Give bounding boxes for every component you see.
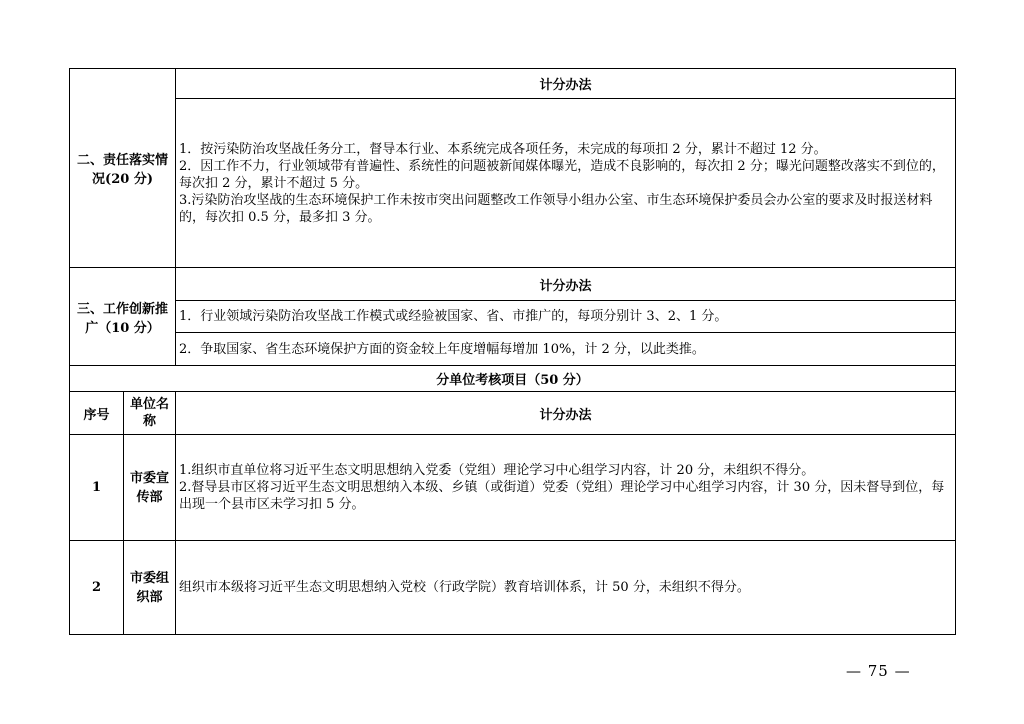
page-number: — 75 — [846,662,911,680]
table-row [70,541,956,635]
responsibility-method-header: 计分办法 [176,69,956,99]
responsibility-rules [176,99,956,268]
innovation-header-row [70,268,956,301]
rule-text: 2．争取国家、省生态环境保护方面的资金较上年度增幅每增加 10%，计 2 分，以此类推。 [176,333,956,366]
table-row [70,435,956,541]
rule-text: 组织市本级将习近平生态文明思想纳入党校（行政学院）教育培训体系，计 50 分，未组织不得分。 [179,580,750,595]
unit-section-title-row [70,366,956,392]
row-no: 2 [70,541,124,635]
innovation-label: 三、工作创新推广（10 分） [70,268,176,366]
assessment-table [69,68,956,635]
rule-text: 2．因工作不力，行业领域带有普遍性、系统性的问题被新闻媒体曝光，造成不良影响的，每次扣 2 分；曝光问题整改落实不到位的，每次扣 2 分，累计不超过 5 分。 [179,158,945,191]
responsibility-header-row [70,69,956,99]
row-no: 1 [70,435,124,541]
col-header-no: 序号 [70,392,124,435]
responsibility-rules-row [70,99,956,268]
row-unit: 市委宣传部 [124,435,176,541]
row-rules [176,435,956,541]
rule-text: 3.污染防治攻坚战的生态环境保护工作未按市突出问题整改工作领导小组办公室、市生态环境保护委员会办公室的要求及时报送材料的，每次扣 0.5 分，最多扣 3 分。 [179,192,933,225]
unit-section-title: 分单位考核项目（50 分） [70,366,956,392]
responsibility-label: 二、责任落实情况(20 分) [70,69,176,268]
unit-column-header-row [70,392,956,435]
col-header-method: 计分办法 [176,392,956,435]
rule-text: 1．按污染防治攻坚战任务分工，督导本行业、本系统完成各项任务，未完成的每项扣 2 分，累计不超过 12 分。 [179,141,827,157]
row-unit: 市委组织部 [124,541,176,635]
innovation-method-header: 计分办法 [176,268,956,301]
innovation-rule-row [70,333,956,366]
col-header-unit: 单位名称 [124,392,176,435]
row-rules [176,541,956,635]
rule-text: 1．行业领域污染防治攻坚战工作模式或经验被国家、省、市推广的，每项分别计 3、2、1 分。 [176,301,956,333]
rule-text: 2.督导县市区将习近平生态文明思想纳入本级、乡镇（或街道）党委（党组）理论学习中心组学习内容，计 30 分，因未督导到位，每出现一个县市区未学习扣 5 分。 [179,480,945,512]
innovation-rule-row [70,301,956,333]
rule-text: 1.组织市直单位将习近平生态文明思想纳入党委（党组）理论学习中心组学习内容，计 20 分，未组织不得分。 [179,463,815,478]
